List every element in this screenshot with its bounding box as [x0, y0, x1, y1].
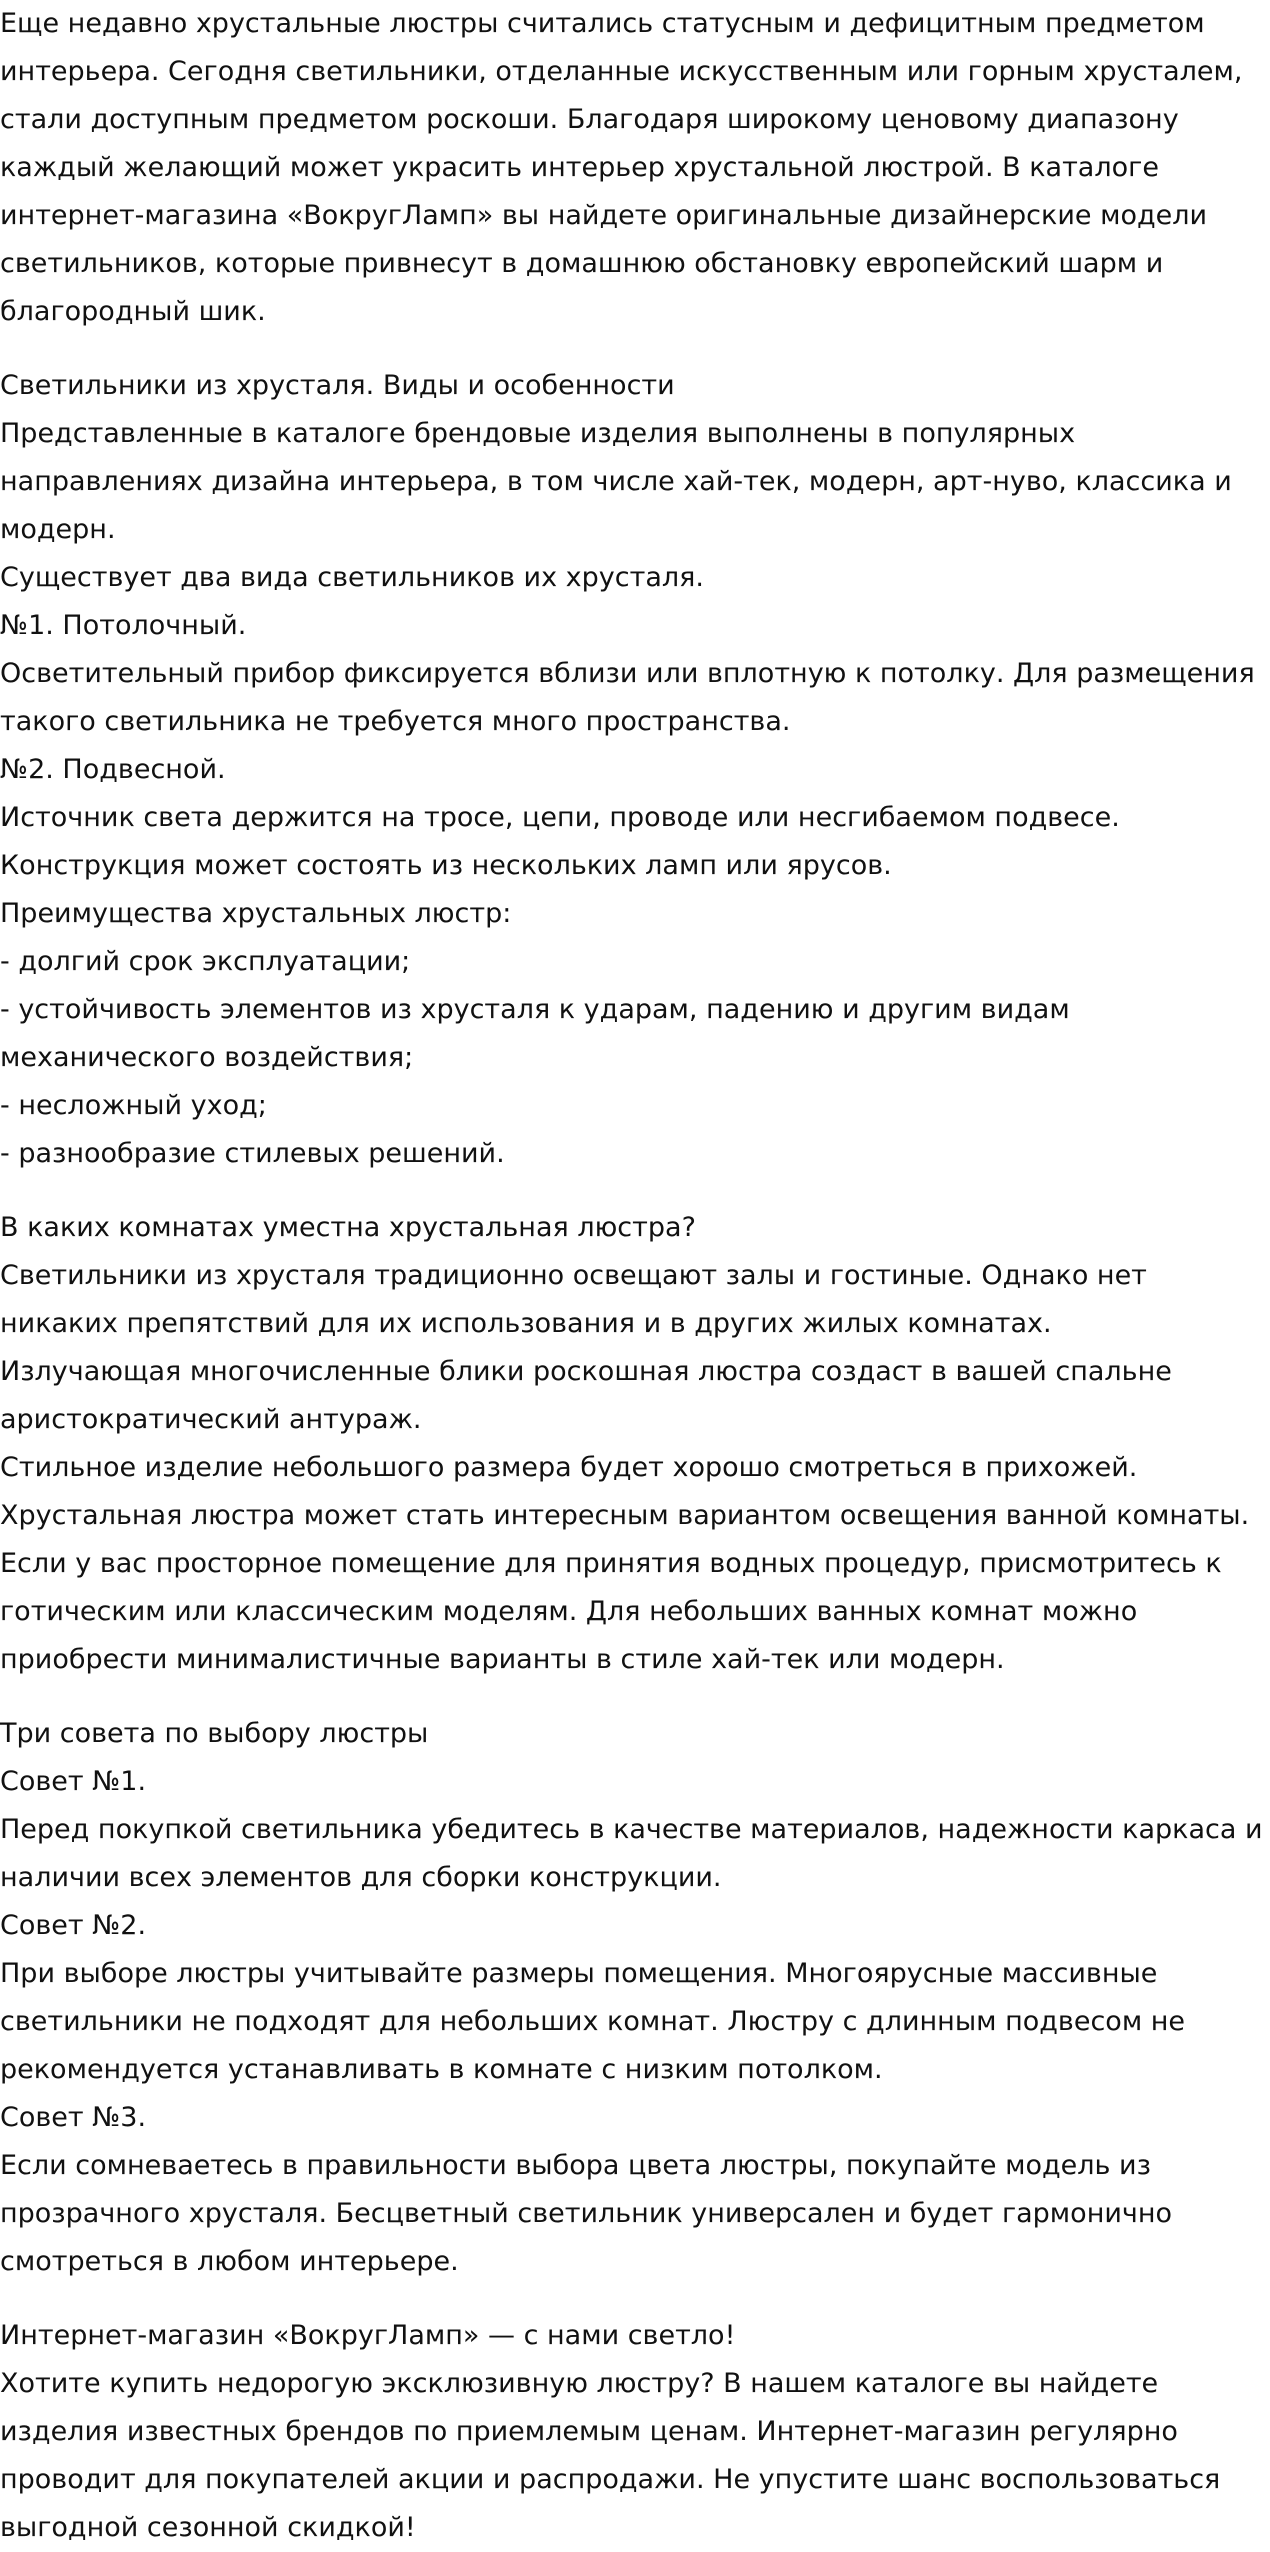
paragraph: Преимущества хрустальных люстр:	[0, 898, 512, 929]
paragraph: Хотите купить недорогую эксклюзивную люстру? В нашем каталоге вы найдете изделия известных брендов по приемлемым ценам. Интернет-магазин регулярно проводит для покупателей акции и распродажи. Не упустите шанс воспользоваться выгодной сезонной скидкой!	[0, 2368, 1221, 2543]
paragraph: - разнообразие стилевых решений.	[0, 1138, 505, 1169]
paragraph: Излучающая многочисленные блики роскошная люстра создаст в вашей спальне аристократический антураж.	[0, 1356, 1172, 1435]
paragraph: Осветительный прибор фиксируется вблизи или вплотную к потолку. Для размещения такого светильника не требуется много пространства.	[0, 658, 1255, 737]
paragraph: Совет №2.	[0, 1910, 147, 1941]
paragraph: Интернет-магазин «ВокругЛамп» — с нами светло!	[0, 2320, 736, 2351]
paragraph: №2. Подвесной.	[0, 754, 226, 785]
paragraph: Совет №3.	[0, 2102, 147, 2133]
article-section	[0, 362, 1270, 1178]
paragraph: Источник света держится на тросе, цепи, проводе или несгибаемом подвесе. Конструкция может состоять из нескольких ламп или ярусов.	[0, 802, 1120, 881]
paragraph: Представленные в каталоге брендовые изделия выполнены в популярных направлениях дизайна интерьера, в том числе хай-тек, модерн, арт-нуво, классика и модерн.	[0, 418, 1232, 545]
paragraph: Совет №1.	[0, 1766, 147, 1797]
article-section	[0, 2312, 1270, 2552]
paragraph: №1. Потолочный.	[0, 610, 247, 641]
paragraph: Перед покупкой светильника убедитесь в качестве материалов, надежности каркаса и наличии всех элементов для сборки конструкции.	[0, 1814, 1263, 1893]
article-section	[0, 1710, 1270, 2286]
paragraph: - устойчивость элементов из хрусталя к ударам, падению и другим видам механического воздействия;	[0, 994, 1070, 1073]
paragraph: Светильники из хрусталя традиционно освещают залы и гостиные. Однако нет никаких препятствий для их использования и в других жилых комнатах.	[0, 1260, 1147, 1339]
paragraph: При выборе люстры учитывайте размеры помещения. Многоярусные массивные светильники не подходят для небольших комнат. Люстру с длинным подвесом не рекомендуется устанавливать в комнате с низким потолком.	[0, 1958, 1186, 2085]
paragraph: Хрустальная люстра может стать интересным вариантом освещения ванной комнаты. Если у вас просторное помещение для принятия водных процедур, присмотритесь к готическим или классическим моделям. Для небольших ванных комнат можно приобрести минималистичные варианты в стиле хай-тек или модерн.	[0, 1500, 1250, 1675]
paragraph: - долгий срок эксплуатации;	[0, 946, 411, 977]
paragraph: - несложный уход;	[0, 1090, 267, 1121]
paragraph: Еще недавно хрустальные люстры считались статусным и дефицитным предметом интерьера. Сегодня светильники, отделанные искусственным или горным хрусталем, стали доступным предметом роскоши. Благодаря широкому ценовому диапазону каждый желающий может украсить интерьер хрустальной люстрой. В каталоге интернет-магазина «ВокругЛамп» вы найдете оригинальные дизайнерские модели светильников, которые привнесут в домашнюю обстановку европейский шарм и благородный шик.	[0, 8, 1243, 327]
paragraph: Стильное изделие небольшого размера будет хорошо смотреться в прихожей.	[0, 1452, 1138, 1483]
paragraph: Если сомневаетесь в правильности выбора цвета люстры, покупайте модель из прозрачного хрусталя. Бесцветный светильник универсален и будет гармонично смотреться в любом интерьере.	[0, 2150, 1173, 2277]
paragraph: В каких комнатах уместна хрустальная люстра?	[0, 1212, 696, 1243]
paragraph: Три совета по выбору люстры	[0, 1718, 429, 1749]
paragraph: Светильники из хрусталя. Виды и особенности	[0, 370, 675, 401]
paragraph: Существует два вида светильников их хрусталя.	[0, 562, 704, 593]
article-section	[0, 0, 1270, 336]
article-section	[0, 1204, 1270, 1684]
